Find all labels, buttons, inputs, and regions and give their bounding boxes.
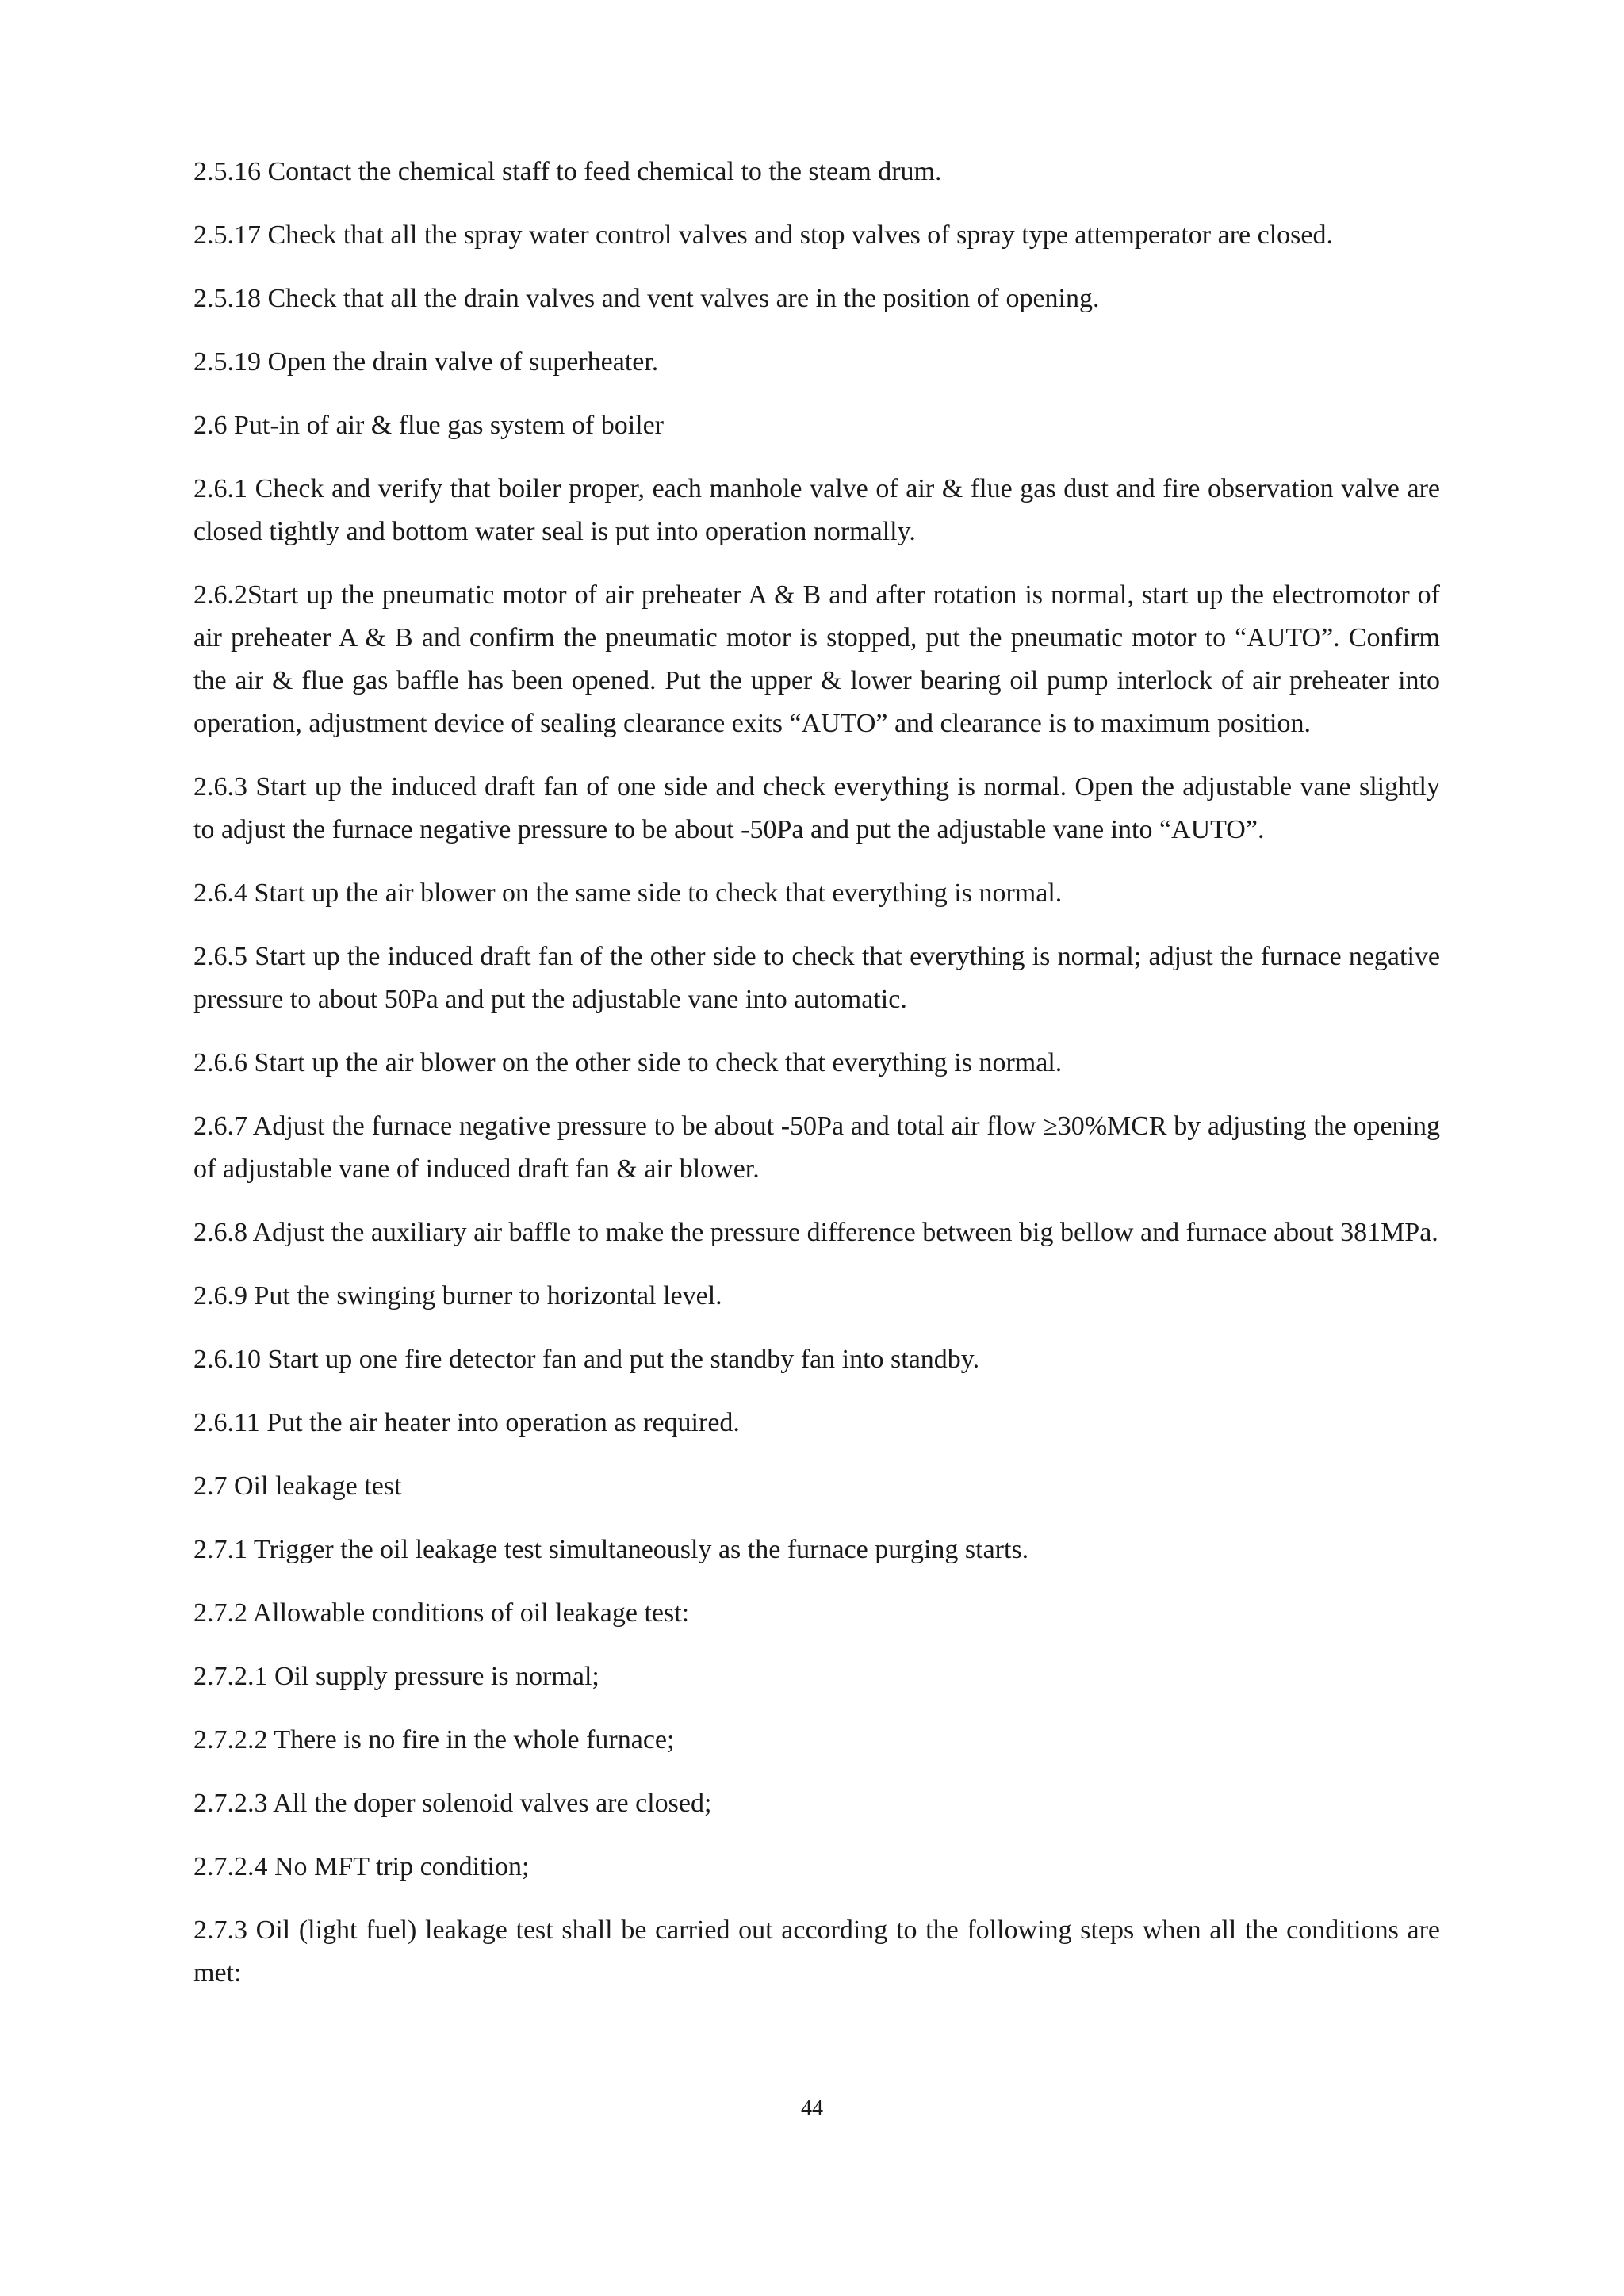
- paragraph-2-6-10: 2.6.10 Start up one fire detector fan and put the standby fan into standby.: [193, 1345, 980, 1374]
- paragraph-2-6-6: 2.6.6 Start up the air blower on the other side to check that everything is normal.: [193, 1048, 1063, 1077]
- paragraph-2-7-1: 2.7.1 Trigger the oil leakage test simultaneously as the furnace purging starts.: [193, 1535, 1029, 1564]
- paragraph-2-6-1: 2.6.1 Check and verify that boiler proper, each manhole valve of air & flue gas dust and fire observation valve are closed tightly and bottom water seal is put into operation normally.: [193, 474, 1440, 546]
- paragraph-2-7-2-4: 2.7.2.4 No MFT trip condition;: [193, 1852, 530, 1881]
- paragraph-2-6-3: 2.6.3 Start up the induced draft fan of one side and check everything is normal. Open the adjustable vane slightly to adjust the furnace negative pressure to be about -50Pa and put the adjustable vane into “AUTO”.: [193, 772, 1440, 844]
- paragraph-2-6-4: 2.6.4 Start up the air blower on the same side to check that everything is normal.: [193, 878, 1063, 908]
- paragraph-2-5-18: 2.5.18 Check that all the drain valves and vent valves are in the position of opening.: [193, 284, 1100, 313]
- paragraph-2-5-19: 2.5.19 Open the drain valve of superheater.: [193, 347, 659, 377]
- paragraph-2-6-2: 2.6.2Start up the pneumatic motor of air preheater A & B and after rotation is normal, start up the electromotor of air preheater A & B and confirm the pneumatic motor is stopped, put the pneumatic motor to “AUTO”. Confirm the air & flue gas baffle has been opened. Put the upper & lower bearing oil pump interlock of air preheater into operation, adjustment device of sealing clearance exits “AUTO” and clearance is to maximum position.: [193, 580, 1440, 738]
- paragraph-2-7-2-3: 2.7.2.3 All the doper solenoid valves are closed;: [193, 1789, 712, 1818]
- paragraph-2-7-3: 2.7.3 Oil (light fuel) leakage test shall be carried out according to the following steps when all the conditions are met:: [193, 1915, 1440, 1988]
- page-number: 44: [801, 2096, 823, 2121]
- section-heading-2-7: 2.7 Oil leakage test: [193, 1471, 402, 1501]
- paragraph-2-6-11: 2.6.11 Put the air heater into operation as required.: [193, 1408, 740, 1437]
- paragraph-2-7-2-2: 2.7.2.2 There is no fire in the whole furnace;: [193, 1725, 675, 1755]
- page-body: [193, 151, 1440, 2015]
- paragraph-2-7-2: 2.7.2 Allowable conditions of oil leakage test:: [193, 1598, 690, 1628]
- paragraph-2-6-5: 2.6.5 Start up the induced draft fan of the other side to check that everything is normal; adjust the furnace negative pressure to about 50Pa and put the adjustable vane into automatic.: [193, 942, 1440, 1014]
- paragraph-2-6-7: 2.6.7 Adjust the furnace negative pressure to be about -50Pa and total air flow ≥30%MCR by adjusting the opening of adjustable vane of induced draft fan & air blower.: [193, 1112, 1440, 1184]
- paragraph-2-7-2-1: 2.7.2.1 Oil supply pressure is normal;: [193, 1662, 599, 1691]
- section-heading-2-6: 2.6 Put-in of air & flue gas system of boiler: [193, 411, 665, 440]
- paragraph-2-6-8: 2.6.8 Adjust the auxiliary air baffle to make the pressure difference between big bellow and furnace about 381MPa.: [193, 1218, 1438, 1247]
- paragraph-2-6-9: 2.6.9 Put the swinging burner to horizontal level.: [193, 1281, 722, 1311]
- paragraph-2-5-17: 2.5.17 Check that all the spray water control valves and stop valves of spray type attemperator are closed.: [193, 220, 1333, 250]
- paragraph-2-5-16: 2.5.16 Contact the chemical staff to feed chemical to the steam drum.: [193, 157, 942, 186]
